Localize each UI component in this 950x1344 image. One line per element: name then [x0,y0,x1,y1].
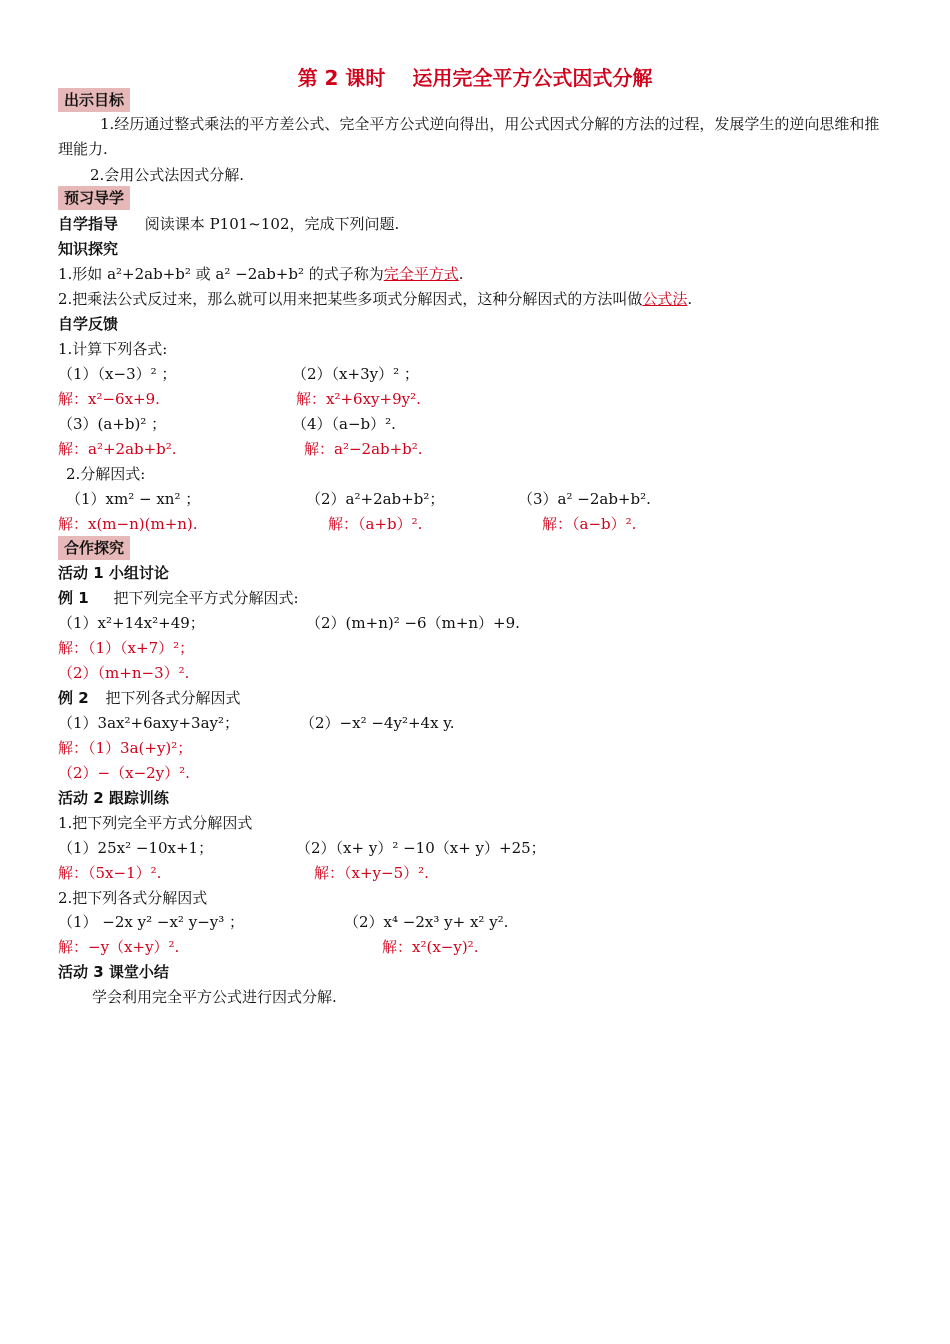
knowledge-item-2-text: 2.把乘法公式反过来，那么就可以用来把某些多项式分解因式，这种分解因式的方法叫做 [58,290,643,308]
example-2-label: 例 2 [58,689,89,707]
section-header-preview: 预习导学 [58,186,130,210]
feedback-q2-1: （1）xm² − xn² ； [66,490,201,508]
knowledge-item-1-text: 1.形如 a²+2ab+b² 或 a² −2ab+b² 的式子称为 [58,265,384,283]
feedback-q1-1: （1）（x−3）² ； [58,365,177,383]
summary-text: 学会利用完全平方公式进行因式分解. [92,988,337,1006]
knowledge-item-1-end: . [458,265,464,283]
example-1-label: 例 1 [58,589,89,607]
activity-1-heading: 活动 1 小组讨论 [58,564,169,582]
knowledge-item-2-answer: 公式法 [642,290,688,308]
training-1: 1.把下列完全平方式分解因式 [58,814,253,832]
training-2-q1: （1） −2x y² −x² y−y³ ； [58,913,245,931]
example-1-line [58,588,299,608]
feedback-q2-3: （3）a² −2ab+b². [518,490,651,508]
feedback-question-2: 2.分解因式: [66,465,146,483]
feedback-heading: 自学反馈 [58,315,119,333]
training-1-q1: （1）25x² −10x+1； [58,839,214,857]
feedback-a1-1: 解：x²−6x+9. [58,390,160,408]
feedback-q1-4: （4）（a−b）². [292,415,396,433]
training-2: 2.把下列各式分解因式 [58,889,208,907]
training-1-a2: 解：（x+y−5）². [314,864,429,882]
activity-2-heading: 活动 2 跟踪训练 [58,789,169,807]
guide-label: 自学指导 [58,215,119,233]
knowledge-heading: 知识探究 [58,240,119,258]
feedback-a2-1: 解：x(m−n)(m+n). [58,515,198,533]
knowledge-item-1-answer: 完全平方式 [383,265,459,283]
feedback-a1-2: 解：x²+6xy+9y². [296,390,421,408]
example-1-q1: （1）x²+14x²+49； [58,614,205,632]
activity-3-heading: 活动 3 课堂小结 [58,963,169,981]
feedback-a2-3: 解：（a−b）². [542,515,637,533]
example-1-text: 把下列完全平方式分解因式: [113,589,299,607]
knowledge-item-1 [58,264,464,284]
knowledge-item-2-end: . [687,290,693,308]
training-1-a1: 解：（5x−1）². [58,864,162,882]
feedback-q1-3: （3）(a+b)² ； [58,415,167,433]
goal-1: 1.经历通过整式乘法的平方差公式、完全平方公式逆向得出，用公式因式分解的方法的过程，发展学生的逆向思维和推理能力. [58,115,880,158]
knowledge-item-2 [58,289,692,309]
section-header-cooperation: 合作探究 [58,536,130,560]
example-2-a2: （2）−（x−2y）². [58,764,190,782]
example-2-q1: （1）3ax²+6axy+3ay²； [58,714,240,732]
example-1-q2: （2）(m+n)² −6（m+n）+9. [306,614,520,632]
example-2-q2: （2）−x² −4y²+4x y. [300,714,455,732]
training-2-a2: 解：x²(x−y)². [382,938,479,956]
feedback-a2-2: 解：（a+b）². [328,515,423,533]
example-2-line [58,688,240,708]
example-1-a1: 解：（1）（x+7）²； [58,639,195,657]
training-2-a1: 解：−y（x+y）². [58,938,180,956]
training-1-q2: （2）（x+ y）² −10（x+ y）+25； [296,839,546,857]
feedback-a1-3: 解：a²+2ab+b². [58,440,177,458]
training-2-q2: （2）x⁴ −2x³ y+ x² y². [344,913,509,931]
feedback-q2-2: （2）a²+2ab+b²； [306,490,445,508]
page-title: 第 2 课时 运用完全平方公式因式分解 [297,66,653,90]
feedback-q1-2: （2）（x+3y）² ； [292,365,419,383]
section-header-goals: 出示目标 [58,88,130,112]
guide-line [58,214,399,234]
example-1-a2: （2）（m+n−3）². [58,664,190,682]
feedback-question-1: 1.计算下列各式: [58,340,168,358]
feedback-a1-4: 解：a²−2ab+b². [304,440,423,458]
goal-2: 2.会用公式法因式分解. [90,166,245,184]
guide-text: 阅读课本 P101~102，完成下列问题. [144,215,400,233]
example-2-a1: 解：（1）3a(+y)²； [58,739,193,757]
example-2-text: 把下列各式分解因式 [105,689,241,707]
